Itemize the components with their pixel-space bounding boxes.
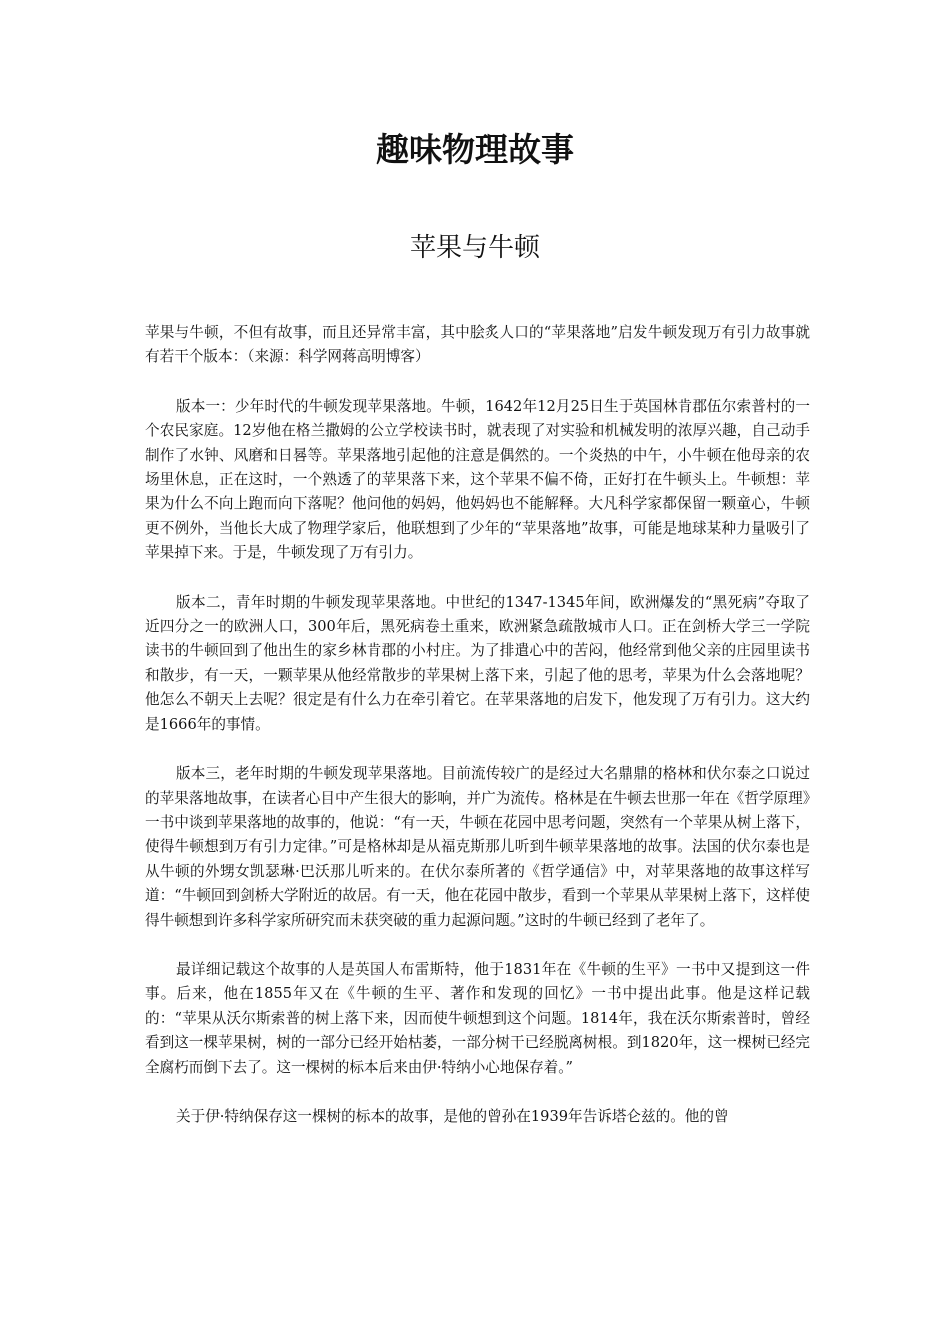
paragraph-intro: 苹果与牛顿，不但有故事，而且还异常丰富，其中脍炙人口的“苹果落地”启发牛顿发现万有引力故事就有若干个版本：（来源：科学网蒋高明博客） <box>145 324 810 366</box>
paragraph-version-one: 版本一：少年时代的牛顿发现苹果落地。牛顿，1642年12月25日生于英国林肯郡伍尔索普村的一个农民家庭。12岁他在格兰撒姆的公立学校读书时，就表现了对实验和机械发明的浓厚兴趣，自己动手制作了水钟、风磨和日晷等。苹果落地引起他的注意是偶然的。一个炎热的中午，小牛顿在他母亲的农场里休息，正在这时，一个熟透了的苹果落下来，这个苹果不偏不倚，正好打在牛顿头上。牛顿想：苹果为什么不向上跑而向下落呢？他问他的妈妈，他妈妈也不能解释。大凡科学家都保留一颗童心，牛顿更不例外，当他长大成了物理学家后，他联想到了少年的“苹果落地”故事，可能是地球某种力量吸引了苹果掉下来。于是，牛顿发现了万有引力。 <box>145 397 810 562</box>
paragraph-turner-specimen: 关于伊·特纳保存这一棵树的标本的故事，是他的曾孙在1939年告诉塔仑兹的。他的曾 <box>176 1107 729 1125</box>
paragraph-version-two: 版本二，青年时期的牛顿发现苹果落地。中世纪的1347-1345年间，欧洲爆发的“黑死病”夺取了近四分之一的欧洲人口，300年后，黑死病卷土重来，欧洲紧急疏散城市人口。正在剑桥大学三一学院读书的牛顿回到了他出生的家乡林肯郡的小村庄。为了排遣心中的苦闷，他经常到他父亲的庄园里读书和散步，有一天，一颗苹果从他经常散步的苹果树上落下来，引起了他的思考，苹果为什么会落地呢？他怎么不朝天上去呢？很定是有什么力在牵引着它。在苹果落地的启发下，他发现了万有引力。这大约是1666年的事情。 <box>145 593 810 733</box>
document-title: 趣味物理故事 <box>376 130 574 169</box>
section-title: 苹果与牛顿 <box>409 233 540 263</box>
document-body <box>145 321 810 1154</box>
paragraph-brewster-record: 最详细记载这个故事的人是英国人布雷斯特，他于1831年在《牛顿的生平》一书中又提到这一件事。后来，他在1855年又在《牛顿的生平、著作和发现的回忆》一书中提出此事。他是这样记载的：“苹果从沃尔斯索普的树上落下来，因而使牛顿想到这个问题。1814年，我在沃尔斯索普时，曾经看到这一棵苹果树，树的一部分已经开始枯萎，一部分树干已经脱离树根。到1820年，这一棵树已经完全腐朽而倒下去了。这一棵树的标本后来由伊·特纳小心地保存着。” <box>145 960 810 1076</box>
paragraph-version-three: 版本三，老年时期的牛顿发现苹果落地。目前流传较广的是经过大名鼎鼎的格林和伏尔泰之口说过的苹果落地故事，在读者心目中产生很大的影响，并广为流传。格林是在牛顿去世那一年在《哲学原理》一书中谈到苹果落地的故事的，他说：“有一天，牛顿在花园中思考问题，突然有一个苹果从树上落下，使得牛顿想到万有引力定律。”可是格林却是从福克斯那儿听到牛顿苹果落地的故事。法国的伏尔泰也是从牛顿的外甥女凯瑟琳·巴沃那儿听来的。在伏尔泰所著的《哲学通信》中，对苹果落地的故事这样写道：“牛顿回到剑桥大学附近的故居。有一天，他在花园中散步，看到一个苹果从苹果树上落下，这样使得牛顿想到许多科学家所研究而未获突破的重力起源问题。”这时的牛顿已经到了老年了。 <box>145 765 810 929</box>
